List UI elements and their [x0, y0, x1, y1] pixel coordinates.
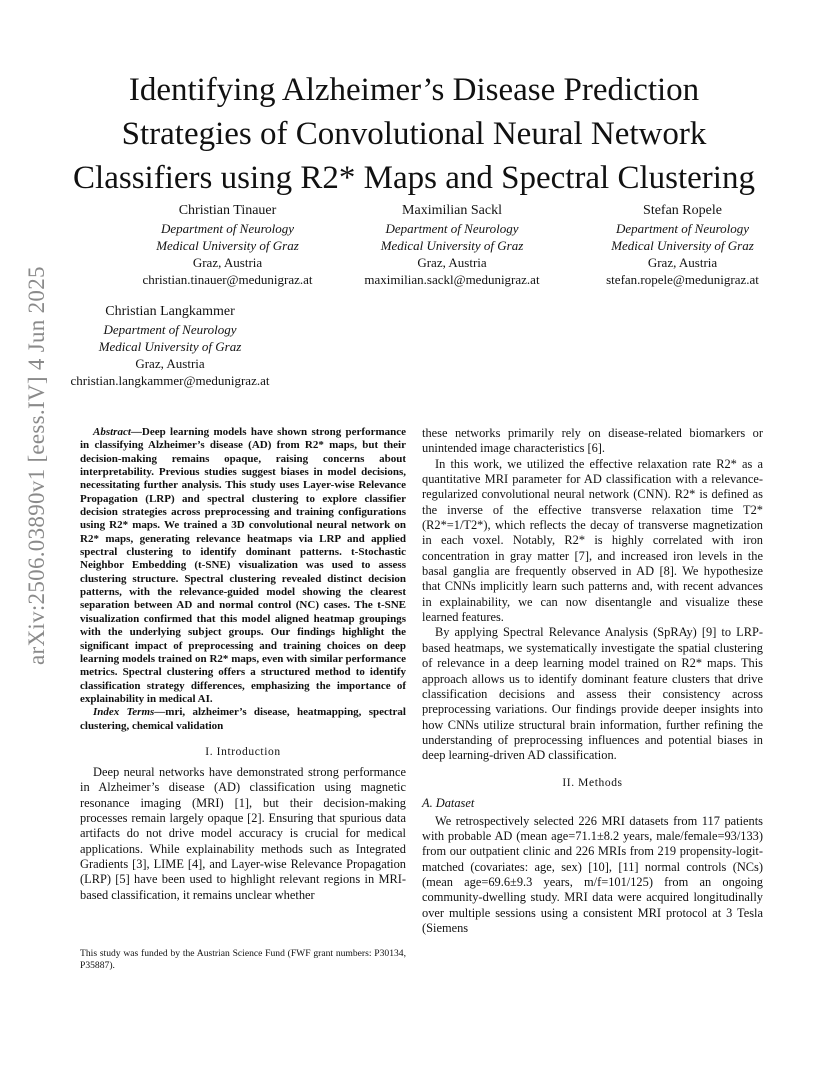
author-name: Christian Tinauer [178, 203, 277, 218]
section-heading-methods: II. Methods [562, 776, 623, 789]
paper-title: Identifying Alzheimer’s Disease Prediction Strategies of Convolutional Neural Network Classifiers using R2* Maps and Spectral Clustering [73, 72, 755, 196]
subsection-heading-dataset: A. Dataset [422, 795, 475, 810]
funding-footnote: This study was funded by the Austrian Science Fund (FWF grant numbers: P30134, P35887). [80, 948, 406, 971]
author-university: Medical University of Graz [380, 238, 524, 253]
author-email: maximilian.sackl@medunigraz.at [364, 272, 540, 287]
author-name: Maximilian Sackl [402, 203, 502, 218]
author-university: Medical University of Graz [156, 238, 299, 253]
author-city: Graz, Austria [192, 255, 263, 270]
dataset-paragraph: We retrospectively selected 226 MRI datasets from 117 patients with probable AD (mean age=71.1±8.2 years, male/female=93/133) from our outpatient clinic and 226 MRIs from 219 propensity-logit-matched (covariates: age, sex) [10], [11] normal controls (NCs) (mean age=69.6±9.3 years, m/f=101/125) from an ongoing community-dwelling study. MRI data were acquired longitudinally over multiple sessions using a consistent MRI protocol at 3 Tesla (Siemens [422, 813, 763, 935]
author-name: Christian Langkammer [105, 304, 235, 319]
index-terms [80, 706, 406, 733]
intro-paragraph: Deep neural networks have demonstrated strong performance in Alzheimer’s disease (AD) classification using magnetic resonance imaging (MRI) [1], but their decision-making processes remain largely opaque [2]. Ensuring that spurious data artifacts do not drive model accuracy is crucial for medical applications. While explainability methods such as Integrated Gradients [3], LIME [4], and Layer-wise Relevance Propagation (LRP) [5] have been used to highlight relevant regions in MRI-based classification, it remains unclear whether [80, 764, 406, 902]
index-terms-label: Index Terms [93, 706, 155, 719]
author-email: stefan.ropele@medunigraz.at [606, 272, 759, 287]
author-department: Department of Neurology [615, 221, 750, 236]
author-block [50, 303, 290, 389]
index-terms-text: —mri, alzheimer’s disease, heatmapping, spectral clustering, chemical validation [80, 706, 406, 732]
author-department: Department of Neurology [385, 221, 519, 236]
intro-paragraph-r2: In this work, we utilized the effective relaxation rate R2* as a quantitative MRI parameter for AD classification with a relevance-regularized convolutional neural network (CNN). R2* is defined as the inverse of the effective transverse relaxation time T2* (R2*=1/T2*), which reflects the decay of transverse magnetization in each voxel. Notably, R2* is highly correlated with iron concentration in gray matter [7], and increased iron levels in the basal ganglia are frequently observed in AD [8]. We hypothesize that CNNs implicitly learn such patterns and, with recent advances in explainability, we can now disentangle and visualize these learned features. [422, 456, 763, 625]
author-email: christian.langkammer@medunigraz.at [70, 373, 270, 388]
right-column [422, 426, 763, 936]
author-block [105, 202, 350, 288]
author-name: Stefan Ropele [643, 203, 722, 218]
author-block [570, 202, 795, 288]
abstract-label: Abstract [93, 426, 131, 438]
author-city: Graz, Austria [647, 255, 718, 270]
intro-paragraph-spray: By applying Spectral Relevance Analysis (SpRAy) [9] to LRP-based heatmaps, we systematically investigate the spatial clustering of relevance in a deep learning model trained on R2* maps. This approach allows us to identify dominant feature clusters that drive classification decisions and assess their consistency across preprocessing variations. Our findings provide deeper insights into how CNNs utilize structural brain information, further refining the understanding of preprocessing influences and potential biases in deep learning-driven AD classification. [422, 625, 763, 763]
author-city: Graz, Austria [135, 356, 205, 371]
intro-paragraph-continued: these networks primarily rely on disease-related biomarkers or unintended image characteristics [6]. [422, 426, 763, 456]
arxiv-identifier-text: arXiv:2506.03890v1 [eess.IV] 4 Jun 2025 [24, 266, 49, 665]
section-heading-introduction: I. Introduction [205, 745, 281, 758]
author-department: Department of Neurology [103, 322, 237, 337]
author-block [340, 202, 564, 288]
author-department: Department of Neurology [160, 221, 295, 236]
abstract [80, 426, 406, 706]
left-column [80, 426, 406, 903]
author-email: christian.tinauer@medunigraz.at [142, 272, 313, 287]
abstract-text: —Deep learning models have shown strong performance in classifying Alzheimer’s disease (AD) from R2* maps, but their decision-making remains opaque, raising concerns about interpretability. Previous studies suggest biases in model decisions, necessitating further analysis. This study uses Layer-wise Relevance Propagation (LRP) and spectral clustering to explore classifier decision strategies across preprocessing and training configurations using R2* maps. We trained a 3D convolutional neural network on R2* maps, generating relevance heatmaps via LRP and applied spectral clustering to identify dominant patterns. t-Stochastic Neighbor Embedding (t-SNE) visualization was used to assess clustering structure. Spectral clustering revealed distinct decision patterns, with the relevance-guided model showing the clearest separation between AD and normal control (NC) cases. The t-SNE visualization confirmed that this model aligned heatmap groupings with the underlying subject groups. Our findings highlight the significant impact of preprocessing and training choices on deep learning models trained on R2* maps, even with similar performance metrics. Spectral clustering offers a structured method to identify classification strategy differences, emphasizing the importance of explainability in medical AI. [80, 426, 406, 705]
author-university: Medical University of Graz [98, 339, 242, 354]
author-university: Medical University of Graz [611, 238, 754, 253]
author-city: Graz, Austria [417, 255, 487, 270]
